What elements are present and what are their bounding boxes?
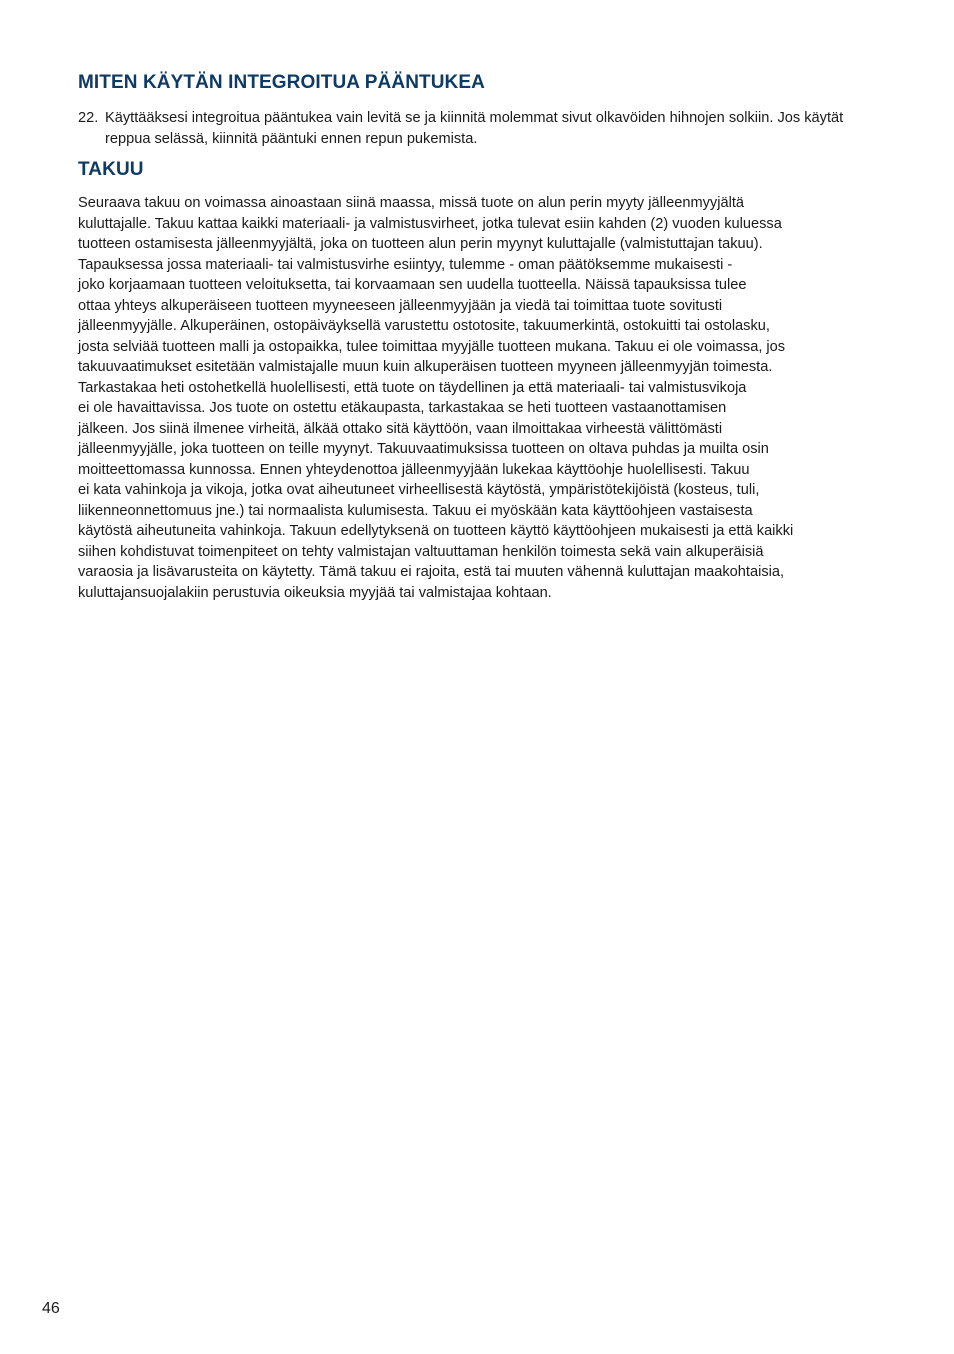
warranty-line: moitteettomassa kunnossa. Ennen yhteydenottoa jälleenmyyjään lukekaa käyttöohje huolellisesti. Takuu xyxy=(78,461,750,478)
warranty-line: siihen kohdistuvat toimenpiteet on tehty valmistajan valtuuttaman henkilön toimesta sekä vain alkuperäisiä xyxy=(78,543,764,560)
warranty-line: jälkeen. Jos siinä ilmenee virheitä, älkää ottako sitä käyttöön, vaan ilmoittakaa virheestä välittömästi xyxy=(78,420,723,437)
page-number: 46 xyxy=(42,1300,60,1317)
warranty-line: kuluttajalle. Takuu kattaa kaikki materiaali- ja valmistusvirheet, jotka tulevat esiin kahden (2) vuoden kuluessa xyxy=(78,215,782,232)
warranty-line: kuluttajansuojalakiin perustuvia oikeuksia myyjää tai valmistajaa kohtaan. xyxy=(78,584,552,601)
warranty-paragraph xyxy=(78,193,878,603)
section-heading-warranty: TAKUU xyxy=(78,159,144,180)
warranty-line: tuotteen ostamisesta jälleenmyyjältä, joka on tuotteen alun perin myynyt kuluttajalle (valmistuttajan takuu). xyxy=(78,236,763,252)
instruction-text: Käyttääksesi integroitua pääntukea vain levitä se ja kiinnitä molemmat sivut olkavöiden hihnojen solkiin. Jos käytät reppua selässä, kiinnitä pääntuki ennen repun pukemista. xyxy=(105,110,844,147)
warranty-line: ei ole havaittavissa. Jos tuote on ostettu etäkaupasta, tarkastakaa se heti tuotteen vastaanottamisen xyxy=(78,400,727,416)
warranty-line: käytöstä aiheutuneita vahinkoja. Takuun edellytyksenä on tuotteen käyttö käyttöohjeen mukaisesti ja että kaikki xyxy=(78,523,794,539)
warranty-line: Tarkastakaa heti ostohetkellä huolellisesti, että tuote on täydellinen ja että materiaali- tai valmistusvikoja xyxy=(78,379,747,396)
warranty-line: Seuraava takuu on voimassa ainoastaan siinä maassa, missä tuote on alun perin myyty jälleenmyyjältä xyxy=(78,195,744,211)
warranty-line: ei kata vahinkoja ja vikoja, jotka ovat aiheutuneet virheellisestä käytöstä, ympäristötekijöistä (kosteus, tuli, xyxy=(78,482,760,498)
warranty-line: takuuvaatimukset esitetään valmistajalle muun kuin alkuperäisen tuotteen myyneen jälleenmyyjän toimesta. xyxy=(78,359,773,375)
warranty-line: ottaa yhteys alkuperäiseen tuotteen myyneeseen jälleenmyyjään ja viedä tai toimittaa tuote sovitusti xyxy=(78,297,723,314)
warranty-line: varaosia ja lisävarusteita on käytetty. Tämä takuu ei rajoita, estä tai muuten vähennä kuluttajan maakohtaisia, xyxy=(78,564,785,580)
section-heading-headrest: MITEN KÄYTÄN INTEGROITUA PÄÄNTUKEA xyxy=(78,72,485,93)
warranty-line: jälleenmyyjälle, joka tuotteen on teille myynyt. Takuuvaatimuksissa tuotteen on oltava puhdas ja muilta osin xyxy=(78,441,769,457)
warranty-line: liikenneonnettomuus jne.) tai normaalista kulumisesta. Takuu ei myöskään kata käyttöohjeen vastaisesta xyxy=(78,502,753,519)
instruction-number: 22. xyxy=(78,110,99,126)
warranty-line: jälleenmyyjälle. Alkuperäinen, ostopäiväyksellä varustettu ostotosite, takuumerkintä, ostokuitti tai ostolasku, xyxy=(78,318,770,334)
warranty-line: joko korjaamaan tuotteen veloituksetta, tai korvaamaan sen uudella tuotteella. Näissä tapauksissa tulee xyxy=(78,277,747,293)
warranty-line: josta selviää tuotteen malli ja ostopaikka, tulee toimittaa myyjälle tuotteen mukana. Takuu ei ole voimassa, jos xyxy=(78,338,786,355)
numbered-instruction xyxy=(78,108,878,149)
warranty-line: Tapauksessa jossa materiaali- tai valmistusvirhe esiintyy, tulemme - oman päätöksemme mukaisesti - xyxy=(78,256,733,273)
page-content xyxy=(78,72,878,603)
